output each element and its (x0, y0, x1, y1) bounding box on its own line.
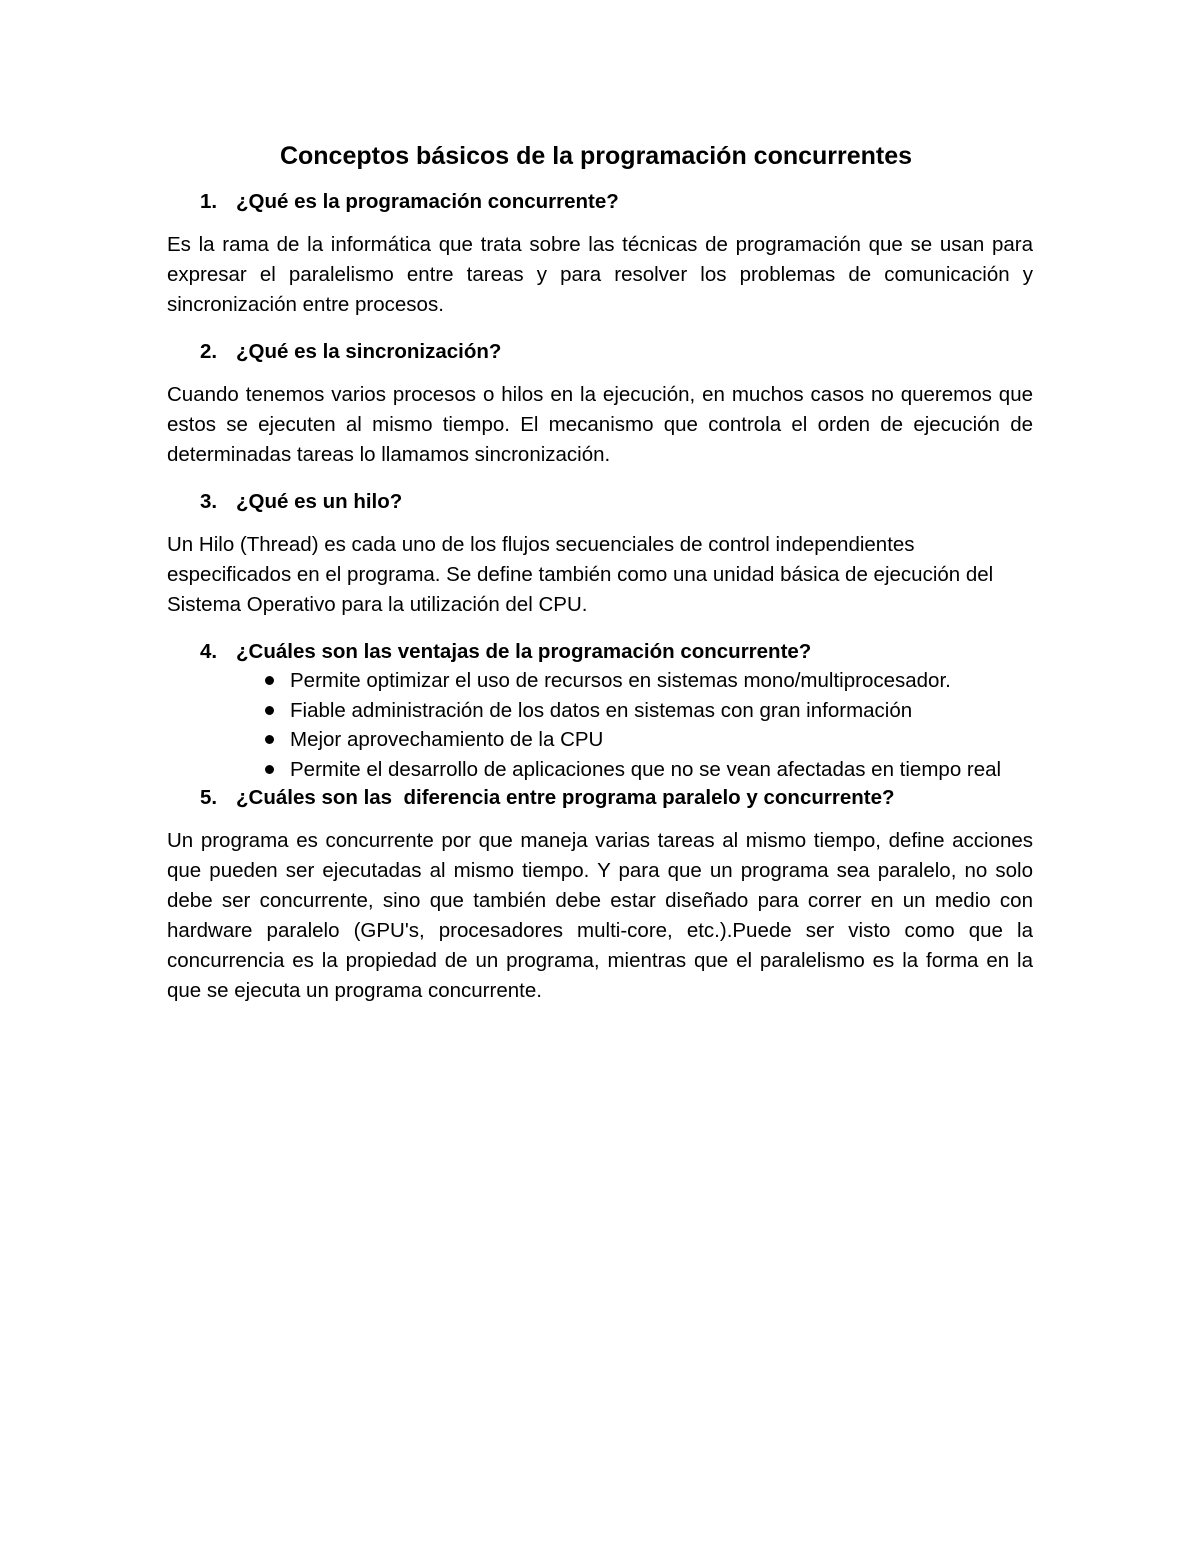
question-text: ¿Qué es un hilo? (236, 490, 403, 513)
list-item (167, 725, 1033, 755)
document-content (167, 140, 1033, 1006)
question-number: 2. (200, 340, 218, 363)
question-heading-2 (167, 338, 1033, 366)
answer-paragraph-5: Un programa es concurrente por que maneja varias tareas al mismo tiempo, define acciones que pueden ser ejecutadas al mismo tiempo. Y para que un programa sea paralelo, no solo debe ser concurrente, sino que también debe estar diseñado para correr en un medio con hardware paralelo (GPU's, procesadores multi-core, etc.).Puede ser visto como que la concurrencia es la propiedad de un programa, mientras que el paralelismo es la forma en la que se ejecuta un programa concurrente. (167, 829, 1033, 1002)
document-title: Conceptos básicos de la programación concurrentes (279, 142, 913, 170)
list-item-text: Mejor aprovechamiento de la CPU (290, 728, 604, 751)
question-number: 5. (200, 786, 218, 809)
question-text: ¿Cuáles son las ventajas de la programación concurrente? (236, 640, 812, 663)
bullet-icon (265, 765, 274, 774)
answer-paragraph-1: Es la rama de la informática que trata sobre las técnicas de programación que se usan para expresar el paralelismo entre tareas y para resolver los problemas de comunicación y sincronización entre procesos. (167, 233, 1033, 316)
question-heading-4 (167, 638, 1033, 666)
question-heading-3 (167, 488, 1033, 516)
list-item-text: Permite optimizar el uso de recursos en sistemas mono/multiprocesador. (290, 669, 951, 692)
list-item (167, 696, 1033, 726)
bullet-icon (265, 735, 274, 744)
list-item (167, 755, 1033, 785)
question-number: 4. (200, 640, 218, 663)
question-heading-5 (167, 784, 1033, 812)
list-item-text: Fiable administración de los datos en sistemas con gran información (290, 698, 913, 722)
question-number: 1. (200, 190, 218, 213)
question-text: ¿Qué es la programación concurrente? (236, 190, 619, 213)
advantages-list (167, 666, 1033, 784)
question-heading-1 (167, 188, 1033, 216)
question-text: ¿Qué es la sincronización? (236, 340, 502, 363)
question-number: 3. (200, 490, 218, 513)
bullet-icon (265, 676, 274, 685)
list-item-text: Permite el desarrollo de aplicaciones que no se vean afectadas en tiempo real (290, 757, 1002, 781)
answer-paragraph-3: Un Hilo (Thread) es cada uno de los flujos secuenciales de control independientes especificados en el programa. Se define también como una unidad básica de ejecución del Sistema Operativo para la utilización del CPU. (167, 533, 994, 616)
answer-paragraph-2: Cuando tenemos varios procesos o hilos en la ejecución, en muchos casos no queremos que estos se ejecuten al mismo tiempo. El mecanismo que controla el orden de ejecución de determinadas tareas lo llamamos sincronización. (167, 383, 1033, 466)
list-item (167, 666, 1033, 696)
question-text: ¿Cuáles son las diferencia entre programa paralelo y concurrente? (236, 786, 895, 809)
bullet-icon (265, 706, 274, 715)
